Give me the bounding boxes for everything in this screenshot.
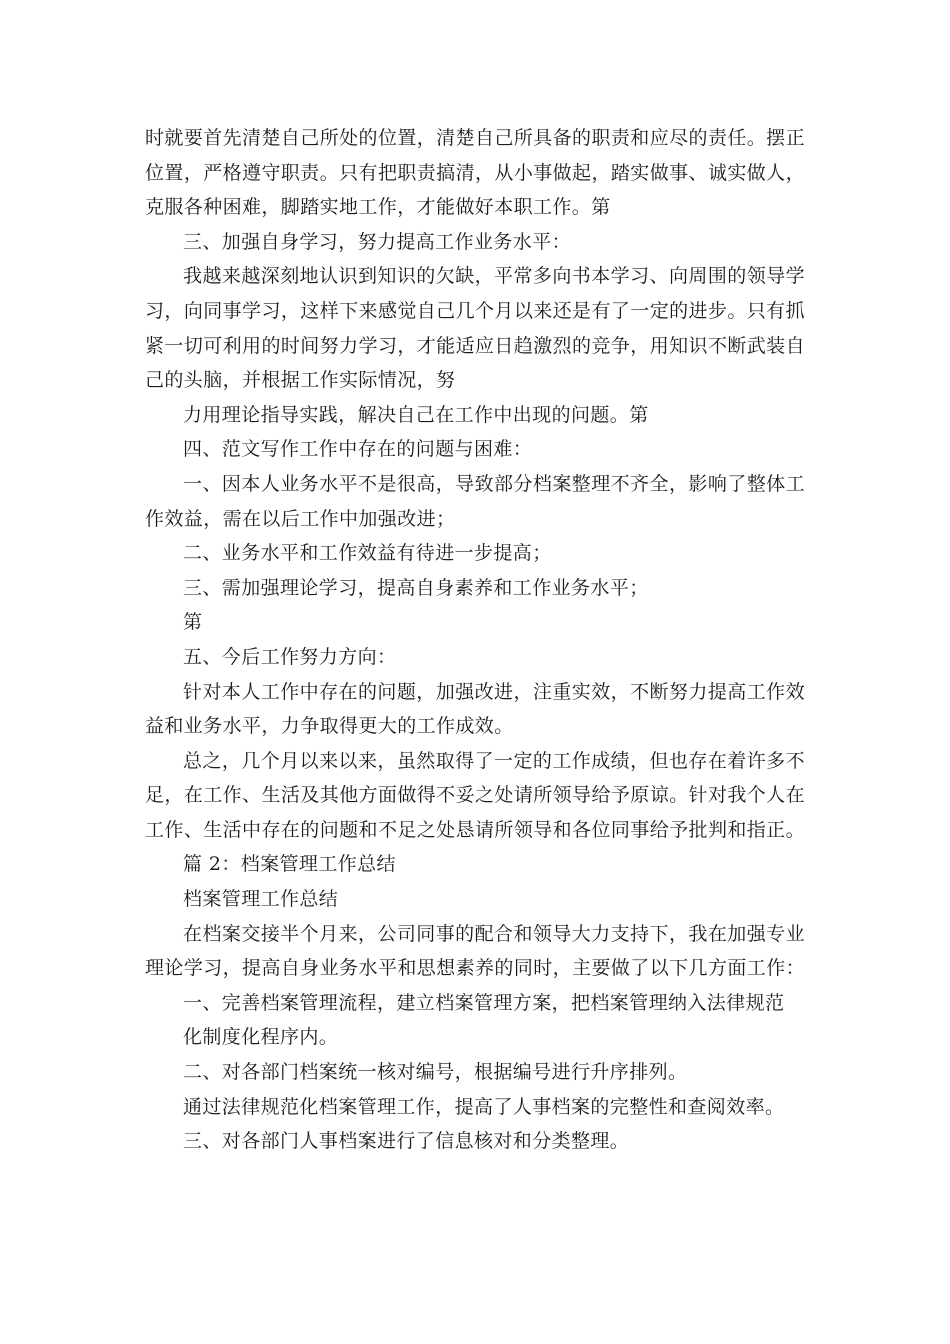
text-line: 我越来越深刻地认识到知识的欠缺，平常多向书本学习、向周围的领导学 bbox=[183, 265, 805, 288]
text-line: 紧一切可利用的时间努力学习，才能适应日趋激烈的竞争，用知识不断武装自 bbox=[145, 334, 805, 357]
text-line: 作效益，需在以后工作中加强改进； bbox=[145, 507, 456, 530]
text-line: 工作、生活中存在的问题和不足之处恳请所领导和各位同事给予批判和指正。 bbox=[145, 818, 805, 841]
text-line: 益和业务水平，力争取得更大的工作成效。 bbox=[145, 715, 514, 738]
text-line: 篇 2：档案管理工作总结 bbox=[183, 853, 396, 876]
document-body bbox=[145, 121, 805, 1159]
text-line: 己的头脑，并根据工作实际情况，努 bbox=[145, 369, 456, 392]
text-line: 一、完善档案管理流程，建立档案管理方案，把档案管理纳入法律规范 bbox=[183, 991, 785, 1014]
text-line: 化制度化程序内。 bbox=[183, 1026, 339, 1049]
text-line: 第 bbox=[183, 611, 203, 634]
text-line: 三、需加强理论学习，提高自身素养和工作业务水平； bbox=[183, 576, 649, 599]
text-line: 四、范文写作工作中存在的问题与困难： bbox=[183, 438, 533, 461]
text-line: 通过法律规范化档案管理工作，提高了人事档案的完整性和查阅效率。 bbox=[183, 1095, 785, 1118]
text-line: 习，向同事学习，这样下来感觉自己几个月以来还是有了一定的进步。只有抓 bbox=[145, 299, 805, 322]
text-line: 足，在工作、生活及其他方面做得不妥之处请所领导给予原谅。针对我个人在 bbox=[145, 784, 805, 807]
text-line: 针对本人工作中存在的问题，加强改进，注重实效，不断努力提高工作效 bbox=[183, 680, 805, 703]
text-line: 时就要首先清楚自己所处的位置，清楚自己所具备的职责和应尽的责任。摆正 bbox=[145, 127, 805, 149]
text-line: 克服各种困难，脚踏实地工作，才能做好本职工作。第 bbox=[145, 196, 611, 219]
text-line: 总之，几个月以来以来，虽然取得了一定的工作成绩，但也存在着许多不 bbox=[183, 749, 805, 772]
text-line: 一、因本人业务水平不是很高，导致部分档案整理不齐全，影响了整体工 bbox=[183, 472, 805, 495]
text-line: 二、对各部门档案统一核对编号，根据编号进行升序排列。 bbox=[183, 1061, 688, 1084]
text-line: 理论学习，提高自身业务水平和思想素养的同时，主要做了以下几方面工作： bbox=[145, 957, 805, 980]
text-line: 档案管理工作总结 bbox=[183, 888, 339, 911]
text-line: 位置，严格遵守职责。只有把职责搞清，从小事做起，踏实做事、诚实做人， bbox=[145, 161, 805, 184]
text-line: 五、今后工作努力方向： bbox=[183, 645, 397, 668]
text-line: 力用理论指导实践，解决自己在工作中出现的问题。第 bbox=[183, 403, 649, 426]
text-line: 二、业务水平和工作效益有待进一步提高； bbox=[183, 542, 552, 565]
text-line: 三、加强自身学习，努力提高工作业务水平： bbox=[183, 230, 572, 253]
text-line: 在档案交接半个月来，公司同事的配合和领导大力支持下，我在加强专业 bbox=[183, 922, 805, 945]
text-line: 三、对各部门人事档案进行了信息核对和分类整理。 bbox=[183, 1130, 630, 1153]
